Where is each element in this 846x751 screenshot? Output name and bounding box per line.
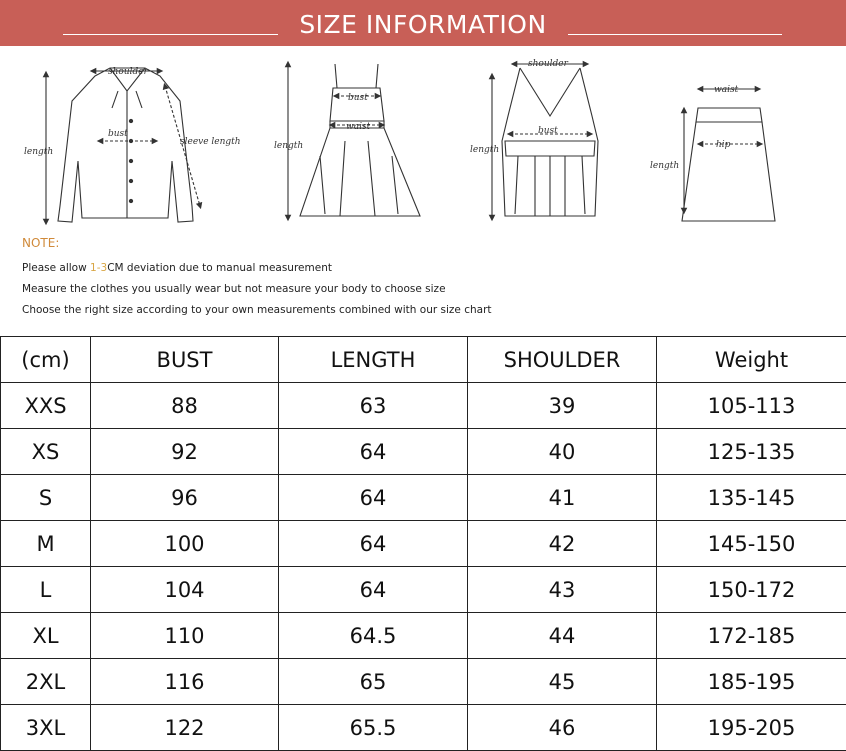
jacket-illustration bbox=[46, 68, 200, 222]
weight-cell: 195-205 bbox=[657, 705, 846, 751]
skirt-waist-label: waist bbox=[714, 85, 739, 95]
length-cell: 64.5 bbox=[279, 613, 468, 659]
jacket-bust-label: bust bbox=[108, 129, 128, 139]
notes-section bbox=[22, 236, 492, 321]
skirt-length-label: length bbox=[650, 161, 680, 171]
jacket-length-label: length bbox=[24, 147, 54, 157]
weight-cell: 185-195 bbox=[657, 659, 846, 705]
skirt-hip-label: hip bbox=[716, 140, 731, 150]
weight-cell: 150-172 bbox=[657, 567, 846, 613]
shoulder-cell: 46 bbox=[468, 705, 657, 751]
length-cell: 64 bbox=[279, 429, 468, 475]
header-banner bbox=[0, 0, 846, 46]
table-row bbox=[1, 475, 846, 521]
shoulder-cell: 42 bbox=[468, 521, 657, 567]
size-table bbox=[0, 336, 846, 751]
jacket-shoulder-label: shoulder bbox=[108, 67, 148, 77]
note-highlight: 1-3 bbox=[90, 262, 108, 274]
skirt-illustration bbox=[682, 89, 775, 221]
bust-cell: 100 bbox=[91, 521, 279, 567]
size-cell: S bbox=[1, 475, 91, 521]
size-cell: 2XL bbox=[1, 659, 91, 705]
bust-cell: 92 bbox=[91, 429, 279, 475]
tank-shoulder-label: shoulder bbox=[528, 59, 568, 69]
size-cell: XL bbox=[1, 613, 91, 659]
length-cell: 65.5 bbox=[279, 705, 468, 751]
length-cell: 64 bbox=[279, 475, 468, 521]
page-title: SIZE INFORMATION bbox=[299, 10, 547, 39]
note-line-3: Choose the right size according to your own measurements combined with our size chart bbox=[22, 304, 492, 316]
header-cm: (cm) bbox=[1, 337, 91, 383]
note-line-1 bbox=[22, 258, 492, 279]
table-row bbox=[1, 659, 846, 705]
shoulder-cell: 45 bbox=[468, 659, 657, 705]
length-cell: 64 bbox=[279, 521, 468, 567]
dress-waist-label: waist bbox=[346, 122, 371, 132]
size-cell: XS bbox=[1, 429, 91, 475]
bust-cell: 122 bbox=[91, 705, 279, 751]
weight-cell: 172-185 bbox=[657, 613, 846, 659]
weight-cell: 145-150 bbox=[657, 521, 846, 567]
header-weight: Weight bbox=[657, 337, 846, 383]
size-cell: M bbox=[1, 521, 91, 567]
size-cell: 3XL bbox=[1, 705, 91, 751]
note-heading: NOTE: bbox=[22, 236, 60, 250]
size-cell: XXS bbox=[1, 383, 91, 429]
shoulder-cell: 40 bbox=[468, 429, 657, 475]
note-line-1-start: Please allow bbox=[22, 262, 91, 274]
bust-cell: 96 bbox=[91, 475, 279, 521]
header-rule-right bbox=[568, 34, 782, 35]
header-length: LENGTH bbox=[279, 337, 468, 383]
weight-cell: 105-113 bbox=[657, 383, 846, 429]
table-row bbox=[1, 429, 846, 475]
dress-bust-label: bust bbox=[348, 93, 368, 103]
size-cell: L bbox=[1, 567, 91, 613]
length-cell: 65 bbox=[279, 659, 468, 705]
weight-cell: 125-135 bbox=[657, 429, 846, 475]
table-row bbox=[1, 705, 846, 751]
dress-illustration bbox=[288, 64, 420, 218]
table-header-row bbox=[1, 337, 846, 383]
jacket-sleeve-label: sleeve length bbox=[180, 137, 241, 147]
tank-bust-label: bust bbox=[538, 126, 558, 136]
weight-cell: 135-145 bbox=[657, 475, 846, 521]
length-cell: 63 bbox=[279, 383, 468, 429]
shoulder-cell: 39 bbox=[468, 383, 657, 429]
bust-cell: 104 bbox=[91, 567, 279, 613]
bust-cell: 88 bbox=[91, 383, 279, 429]
table-row bbox=[1, 521, 846, 567]
note-line-2: Measure the clothes you usually wear but not measure your body to choose size bbox=[22, 283, 446, 295]
note-line-1-end: CM deviation due to manual measurement bbox=[107, 262, 332, 274]
bust-cell: 116 bbox=[91, 659, 279, 705]
table-row bbox=[1, 613, 846, 659]
tank-length-label: length bbox=[470, 145, 500, 155]
shoulder-cell: 43 bbox=[468, 567, 657, 613]
dress-length-label: length bbox=[274, 141, 304, 151]
table-row bbox=[1, 383, 846, 429]
table-row bbox=[1, 567, 846, 613]
length-cell: 64 bbox=[279, 567, 468, 613]
shoulder-cell: 44 bbox=[468, 613, 657, 659]
bust-cell: 110 bbox=[91, 613, 279, 659]
header-shoulder: SHOULDER bbox=[468, 337, 657, 383]
tank-illustration bbox=[492, 64, 598, 218]
shoulder-cell: 41 bbox=[468, 475, 657, 521]
header-bust: BUST bbox=[91, 337, 279, 383]
